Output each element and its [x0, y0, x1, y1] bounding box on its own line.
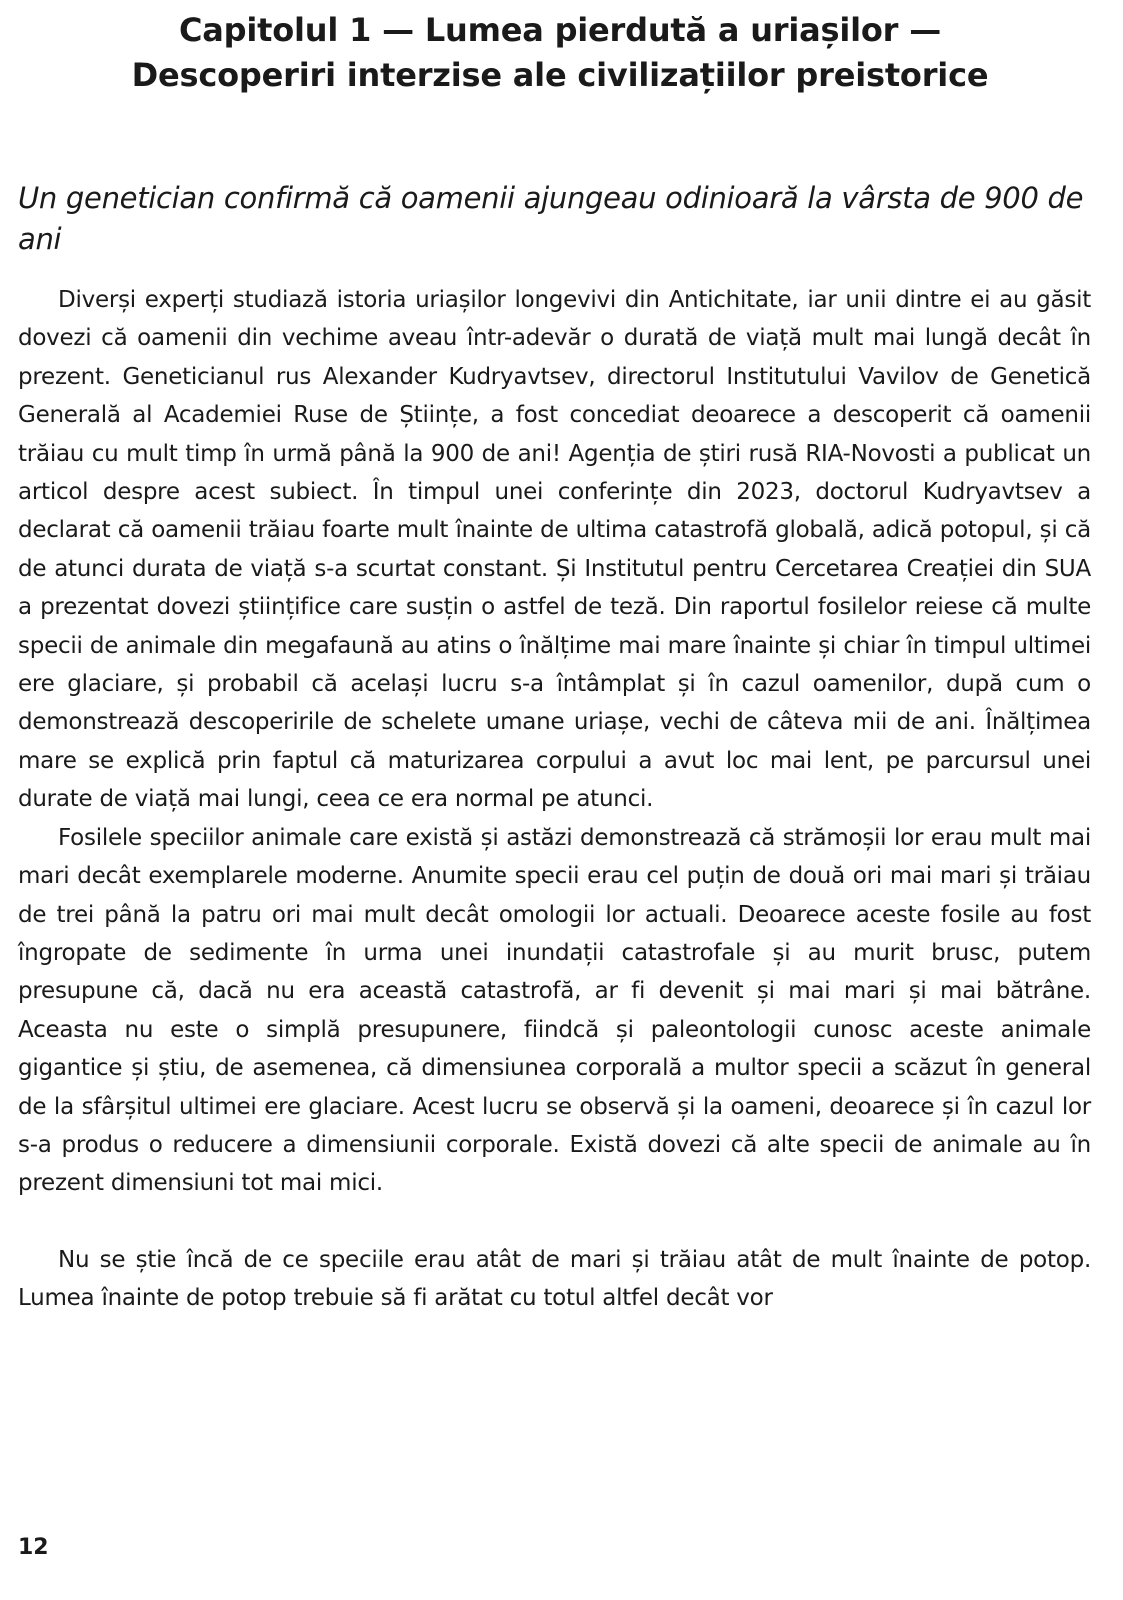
paragraph-3: Nu se știe încă de ce speciile erau atât de mari și trăiau atât de mult înainte de potop. Lumea înainte de potop trebuie să fi arătat cu totul altfel decât vor [18, 1246, 1091, 1312]
section-heading: Un genetician confirmă că oamenii ajungeau odinioară la vârsta de 900 de ani [18, 181, 1084, 256]
chapter-title [40, 8, 1080, 98]
body-text [18, 281, 1091, 1318]
chapter-title-line-1: Capitolul 1 — Lumea pierdută a uriașilor — [178, 11, 942, 49]
paragraph-1: Diverși experți studiază istoria uriașilor longevivi din Antichitate, iar unii dintre ei au găsit dovezi că oamenii din vechime aveau într-adevăr o durată de viață mult mai lungă decât în prezent. Geneticianul rus Alexander Kudryavtsev, directorul Institutului Vavilov de Genetică Generală al Academiei Ruse de Științe, a fost concediat deoarece a descoperit că oamenii trăiau cu mult timp în urmă până la 900 de ani! Agenția de știri rusă RIA-Novosti a publicat un articol despre acest subiect. În timpul unei conferințe din 2023, doctorul Kudryavtsev a declarat că oamenii trăiau foarte mult înainte de ultima catastrofă globală, adică potopul, și că de atunci durata de viață s-a scurtat constant. Și Institutul pentru Cercetarea Creației din SUA a prezentat dovezi științifice care susțin o astfel de teză. Din raportul fosilelor reiese că multe specii de animale din megafaună au atins o înălțime mai mare înainte și chiar în timpul ultimei ere glaciare, și probabil că același lucru s-a întâmplat și în cazul oamenilor, după cum o demonstrează descoperirile de schelete umane uriașe, vechi de câteva mii de ani. Înălțimea mare se explică prin faptul că maturizarea corpului a avut loc mai lent, pe parcursul unei durate de viață mai lungi, ceea ce era normal pe atunci. [18, 287, 1091, 813]
paragraph-2: Fosilele speciilor animale care există și astăzi demonstrează că strămoșii lor erau mult mai mari decât exemplarele moderne. Anumite specii erau cel puțin de două ori mai mari și trăiau de trei până la patru ori mai mult decât omologii lor actuali. Deoarece aceste fosile au fost îngropate de sedimente în urma unei inundații catastrofale și au murit brusc, putem presupune că, dacă nu era această catastrofă, ar fi devenit și mai mari și mai bătrâne. Aceasta nu este o simplă presupunere, fiindcă și paleontologii cunosc aceste animale gigantice și știu, de asemenea, că dimensiunea corporală a multor specii a scăzut în general de la sfârșitul ultimei ere glaciare. Acest lucru se observă și la oameni, deoarece și în cazul lor s-a produs o reducere a dimensiunii corporale. Există dovezi că alte specii de animale au în prezent dimensiuni tot mai mici. [18, 824, 1091, 1197]
page-number: 12 [18, 1535, 49, 1560]
chapter-title-line-2: Descoperiri interzise ale civilizațiilor preistorice [131, 56, 989, 94]
